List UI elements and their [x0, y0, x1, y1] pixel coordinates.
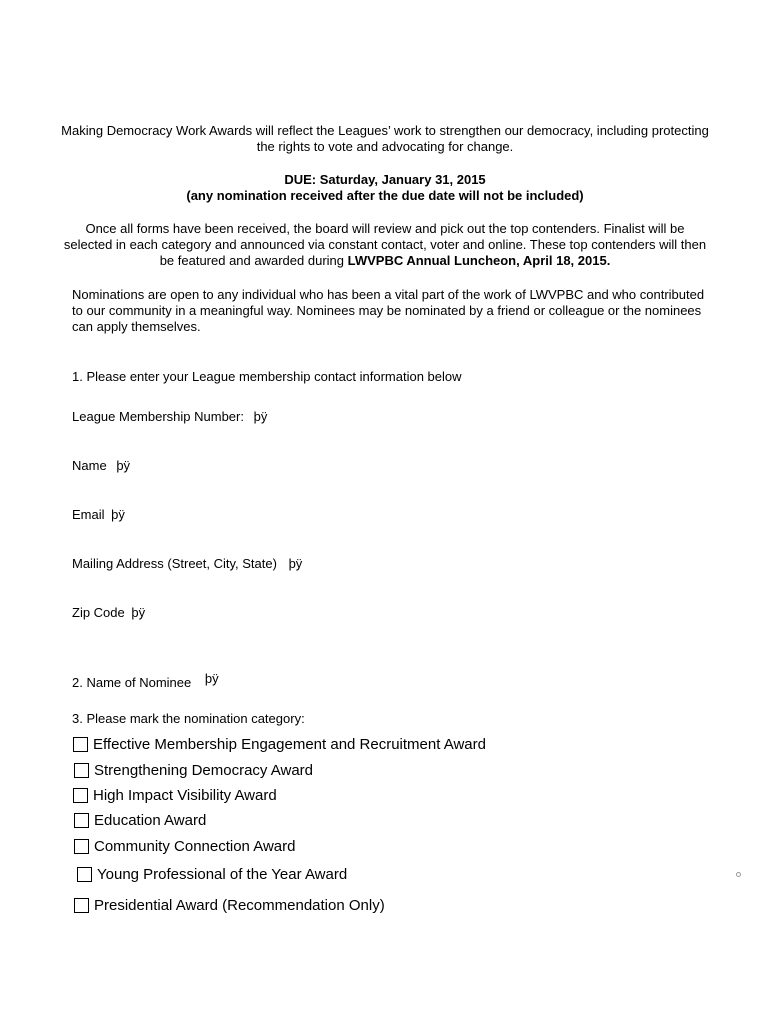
due-date-note: (any nomination received after the due date will not be included)	[186, 188, 584, 203]
membership-number-row	[72, 409, 267, 425]
membership-number-field[interactable]: þÿ	[253, 409, 268, 424]
mailing-address-label: Mailing Address (Street, City, State)	[72, 556, 277, 571]
name-field[interactable]: þÿ	[116, 458, 131, 473]
checkbox-strengthening-democracy[interactable]	[74, 763, 89, 778]
category-label: Strengthening Democracy Award	[94, 762, 314, 779]
due-date-line: DUE: Saturday, January 31, 2015	[284, 172, 486, 187]
category-effective-membership[interactable]	[73, 736, 486, 754]
mailing-address-row	[72, 556, 302, 572]
zip-code-row	[72, 605, 145, 621]
review-text: Once all forms have been received, the board will review and pick out the top contenders. Finalist will be selected in each category and announced via constant contact, voter and online. These top contenders will then be featured and awarded during	[63, 221, 707, 268]
category-label: High Impact Visibility Award	[93, 787, 277, 804]
email-field[interactable]: þÿ	[111, 507, 125, 522]
section-1-heading: 1. Please enter your League membership contact information below	[72, 369, 462, 384]
category-community-connection[interactable]	[74, 838, 296, 856]
intro-paragraph: Making Democracy Work Awards will reflect the Leagues’ work to strengthen our democracy, including protecting the rights to vote and advocating for change.	[61, 123, 709, 154]
category-label: Effective Membership Engagement and Recruitment Award	[93, 736, 486, 753]
category-label: Education Award	[94, 812, 207, 829]
checkbox-effective-membership[interactable]	[73, 737, 88, 752]
category-presidential[interactable]	[74, 897, 385, 915]
email-row	[72, 507, 125, 523]
category-high-impact-visibility[interactable]	[73, 787, 277, 805]
checkbox-high-impact-visibility[interactable]	[73, 788, 88, 803]
category-young-professional[interactable]	[77, 866, 347, 884]
category-label: Young Professional of the Year Award	[97, 866, 348, 883]
category-strengthening-democracy[interactable]	[74, 762, 313, 780]
luncheon-text: LWVPBC Annual Luncheon, April 18, 2015.	[347, 253, 611, 268]
nominee-name-field[interactable]: þÿ	[204, 671, 219, 686]
review-paragraph	[60, 221, 710, 269]
checkbox-young-professional[interactable]	[77, 867, 92, 882]
zip-code-field[interactable]: þÿ	[131, 605, 146, 620]
nominations-paragraph: Nominations are open to any individual who has been a vital part of the work of LWVPBC and who contributed to our community in a meaningful way. Nominees may be nominated by a friend or colleague or the nominees can apply themselves.	[72, 287, 705, 334]
membership-number-label: League Membership Number:	[72, 409, 244, 424]
category-label: Community Connection Award	[94, 838, 296, 855]
section-3-heading: 3. Please mark the nomination category:	[72, 711, 305, 726]
mailing-address-field[interactable]: þÿ	[288, 556, 303, 571]
checkbox-presidential[interactable]	[74, 898, 89, 913]
category-label: Presidential Award (Recommendation Only)	[94, 897, 385, 914]
zip-code-label: Zip Code	[72, 605, 125, 620]
stray-mark	[736, 872, 741, 877]
nominee-row	[72, 671, 219, 691]
email-label: Email	[72, 507, 105, 522]
nominee-label: 2. Name of Nominee	[72, 675, 192, 690]
name-label: Name	[72, 458, 107, 473]
category-education[interactable]	[74, 812, 206, 830]
checkbox-community-connection[interactable]	[74, 839, 89, 854]
checkbox-education[interactable]	[74, 813, 89, 828]
name-row	[72, 458, 130, 474]
